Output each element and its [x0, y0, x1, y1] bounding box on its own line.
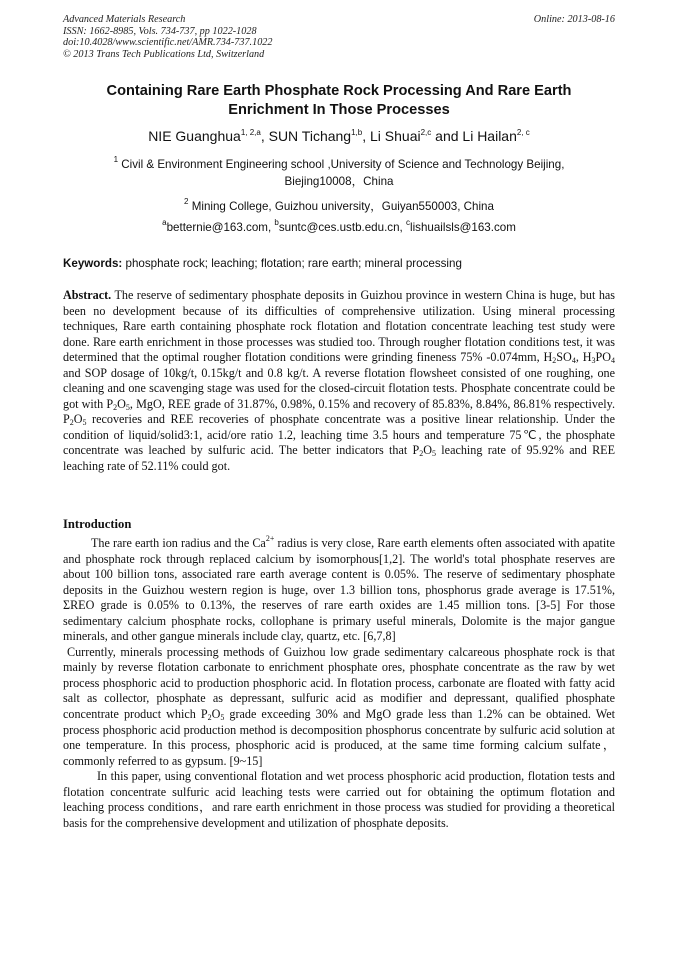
affiliation-sup: 1 — [113, 155, 119, 164]
keywords-label: Keywords: — [63, 257, 123, 270]
subscript: 5 — [82, 418, 87, 428]
abstract — [63, 288, 615, 475]
abstract-text: , H — [575, 350, 592, 365]
email-sup: b — [274, 218, 279, 227]
email-link[interactable]: betternie@163.com, — [166, 221, 275, 234]
affiliation-1 — [63, 156, 615, 190]
subscript: 5 — [220, 713, 225, 723]
subscript: 3 — [591, 356, 596, 366]
paragraph-text: radius is very close, Rare earth elements often associated with apatite and phosphate rock through replaced calcium by isomorphous[1,2]. The world's total phosphate reserves are about 100 billion tons, associated rare earth average content is 0.05%. The reserve of sedimentary phosphate deposits in the Guizhou western region is huge, over 1.3 billion tons, phosphorus grade average is 17.51%, ΣREO grade is 0.05% to 0.13%, the reserves of rare earth oxides are 1.45 million tons. [3-5] For those sedimentary calcium phosphate rocks, collophane is primary useful minerals, Dolomite is the major gangue minerals, and other gangue minerals include clay, quartz, etc. [6,7,8] — [63, 536, 615, 644]
abstract-text: The reserve of sedimentary phosphate deposits in Guizhou province in western China is huge, but has been no development because of its difficulties of comprehensive utilization. Using mineral processing techniques, Rare earth containing phosphate rock flotation and flotation concentrate leaching test study were done. Rare earth enrichment in those processes was studied too. Through rougher flotation conditions test, it was determined that the optimal rougher flotation conditions were grinding fineness 75% -0.074mm, H — [63, 288, 615, 365]
intro-paragraph-3: In this paper, using conventional flotation and wet process phosphoric acid production, flotation tests and flotation concentrate sulfuric acid leaching tests were carried out for obtaining the optimum flotation and leaching process conditions，and rare earth enrichment in those process was studied for providing a theoretical basis for the comprehensive development and utilization of phosphate deposits. — [63, 769, 615, 830]
subscript: 2 — [419, 449, 424, 459]
abstract-label: Abstract. — [63, 288, 112, 302]
author-sup: 2,c — [420, 128, 432, 137]
doi-line[interactable]: doi:10.4028/www.scientific.net/AMR.734-737.1022 — [63, 37, 273, 49]
journal-header — [63, 14, 615, 60]
intro-paragraph-1 — [63, 536, 615, 645]
copyright-line: © 2013 Trans Tech Publications Ltd, Switzerland — [63, 48, 265, 60]
issn-line: ISSN: 1662-8985, Vols. 734-737, pp 1022-1028 — [63, 25, 257, 37]
abstract-text: , MgO, REE grade of 31.87%, 0.98%, 0.15% and recovery of 85.83%, 8.84%, 86.81% respectively. P — [63, 396, 615, 427]
subscript: 2 — [69, 418, 74, 428]
author-name: NIE Guanghua — [148, 128, 241, 144]
subscript: 2 — [552, 356, 557, 366]
title-line-2: Enrichment In Those Processes — [228, 102, 450, 118]
abstract-text: leaching rate of 95.92% and REE leaching rate of 52.11% could got. — [63, 443, 615, 474]
intro-paragraph-2 — [63, 645, 615, 769]
online-date: Online: 2013-08-16 — [533, 14, 615, 25]
keywords — [63, 256, 615, 272]
author-sup: 1,b — [351, 128, 363, 137]
email-link[interactable]: lishuailsls@163.com — [410, 221, 516, 234]
affiliation-text: Biejing10008，China — [284, 175, 394, 188]
email-sup: c — [406, 218, 410, 227]
keywords-text: phosphate rock; leaching; flotation; rare earth; mineral processing — [122, 257, 462, 270]
journal-name: Advanced Materials Research — [63, 14, 186, 25]
subscript: 2 — [113, 402, 118, 412]
email-link[interactable]: suntc@ces.ustb.edu.cn, — [278, 221, 406, 234]
subscript: 2 — [207, 713, 212, 723]
author-name: and Li Hailan — [431, 128, 517, 144]
affiliation-text: Civil & Environment Engineering school ,University of Science and Technology Beijing, — [118, 158, 565, 171]
abstract-text: O — [117, 396, 126, 411]
subscript: 5 — [432, 449, 437, 459]
paragraph-text: O — [211, 707, 221, 722]
abstract-text: recoveries and REE recoveries of phosphate concentrate was a positive linear relationship. Under the condition of liquid/solid3:1, acid/ore ratio 1.2, leaching time 3.5 hours and temperature 75℃, the phosphate concentrate was leached by sulfuric acid. The better indicators that P — [63, 412, 615, 458]
introduction-body — [63, 536, 615, 831]
affiliation-2 — [63, 198, 615, 215]
author-name: , Li Shuai — [362, 128, 421, 144]
author-name: , SUN Tichang — [260, 128, 352, 144]
abstract-text: O — [73, 412, 83, 427]
abstract-text: and SOP dosage of 10kg/t, 0.15kg/t and 0.8 kg/t. A reverse flotation flowsheet consisted of one roughing, one cleaning and one scavenging stage was used for the closed-circuit flotation tests. Phosphate concentrate could be got with P — [63, 365, 615, 411]
author-sup: 2, c — [516, 128, 530, 137]
abstract-text: O — [423, 443, 433, 458]
superscript: 2+ — [265, 534, 275, 543]
email-list — [63, 220, 615, 236]
email-sup: a — [162, 218, 167, 227]
paragraph-text: grade exceeding 30% and MgO grade less than 1.2% can be obtained. Wet process phosphoric acid production method is decomposition phosphorus concentrate by sulfuric acid solution at one temperature. In this process, phosphoric acid is produced, at the same time forming calcium sulfate，commonly referred to as gypsum. [9~15] — [63, 707, 615, 768]
subscript: 4 — [571, 356, 576, 366]
subscript: 5 — [125, 402, 130, 412]
title-line-1: Containing Rare Earth Phosphate Rock Processing And Rare Earth — [106, 83, 572, 99]
affiliation-text: Mining College, Guizhou university，Guiyan550003, China — [188, 200, 494, 213]
paragraph-text: Currently, minerals processing methods of Guizhou low grade sedimentary calcareous phosphate rock is that mainly by reverse flotation carbonate to enrichment phosphate ores, phosphate concentrate as the raw by wet process phosphoric acid to production phosphoric acid. In flotation process, carbonate are floated with fatty acid salt as collector, phosphate as depressant, sulfuric acid as modifier and depressant, qualified phosphate concentrate product which P — [63, 644, 615, 722]
paper-title — [63, 82, 615, 120]
subscript: 4 — [611, 356, 616, 366]
paragraph-text: The rare earth ion radius and the Ca — [91, 536, 266, 550]
author-sup: 1, 2,a — [240, 128, 261, 137]
abstract-text: SO — [556, 350, 572, 365]
section-heading-introduction: Introduction — [63, 517, 132, 531]
author-list — [63, 127, 615, 145]
abstract-text: PO — [595, 350, 612, 365]
affiliation-sup: 2 — [184, 197, 189, 206]
